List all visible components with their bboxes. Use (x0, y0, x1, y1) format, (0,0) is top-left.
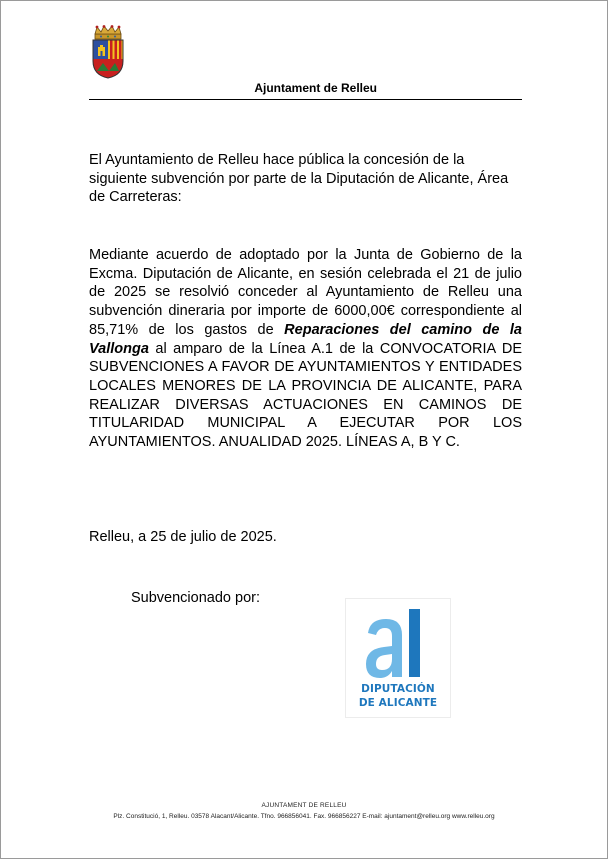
date-line: Relleu, a 25 de julio de 2025. (89, 529, 277, 545)
intro-paragraph: El Ayuntamiento de Relleu hace pública la concesión de la siguiente subvención por parte de la Diputación de Alicante, Área de Carreteras: (89, 152, 509, 206)
footer-organization: AJUNTAMENT DE RELLEU (261, 802, 347, 809)
body-text-part2: al amparo de la Línea A.1 de la CONVOCATORIA DE SUBVENCIONES A FAVOR DE AYUNTAMIENTOS Y ENTIDADES LOCALES MENORES DE LA PROVINCIA DE ALICANTE, PARA REALIZAR DIVERSAS ACTUACIONES EN CAMINOS DE TITULARIDAD MUNICIPAL A EJECUTAR POR LOS AYUNTAMIENTOS. ANUALIDAD 2025. LÍNEAS A, B Y C. (89, 340, 522, 451)
header-title: Ajuntament de Relleu (254, 81, 377, 95)
body-text-part1: Mediante acuerdo de adoptado por la Junta de Gobierno de la Excma. Diputación de Alicante, en sesión celebrada el 21 de julio de 2025 se resolvió conceder al Ayuntamiento de Relleu una subvención dineraria por importe de 6000,00€ correspondiente al 85,71% de los gastos de (89, 247, 522, 338)
relleu-coat-of-arms (89, 25, 127, 79)
diputacion-alicante-logo (345, 598, 451, 718)
body-paragraph (89, 246, 522, 452)
logo-text-line2: DE ALICANTE (358, 697, 438, 709)
subsidized-label: Subvencionado por: (131, 590, 260, 606)
diputacion-logo-icon (362, 607, 436, 679)
coat-of-arms-icon (89, 25, 127, 79)
header-divider (89, 99, 522, 100)
project-name: Reparaciones del camino de la Vallonga (89, 321, 522, 357)
footer-contact: Plz. Constitució, 1, Relleu. 03578 Alacant/Alicante. Tfno. 966856041. Fax. 966856227 E-mail: ajuntament@relleu.org www.relleu.org (113, 813, 495, 820)
logo-text-line1: DIPUTACIÓN (361, 683, 435, 695)
